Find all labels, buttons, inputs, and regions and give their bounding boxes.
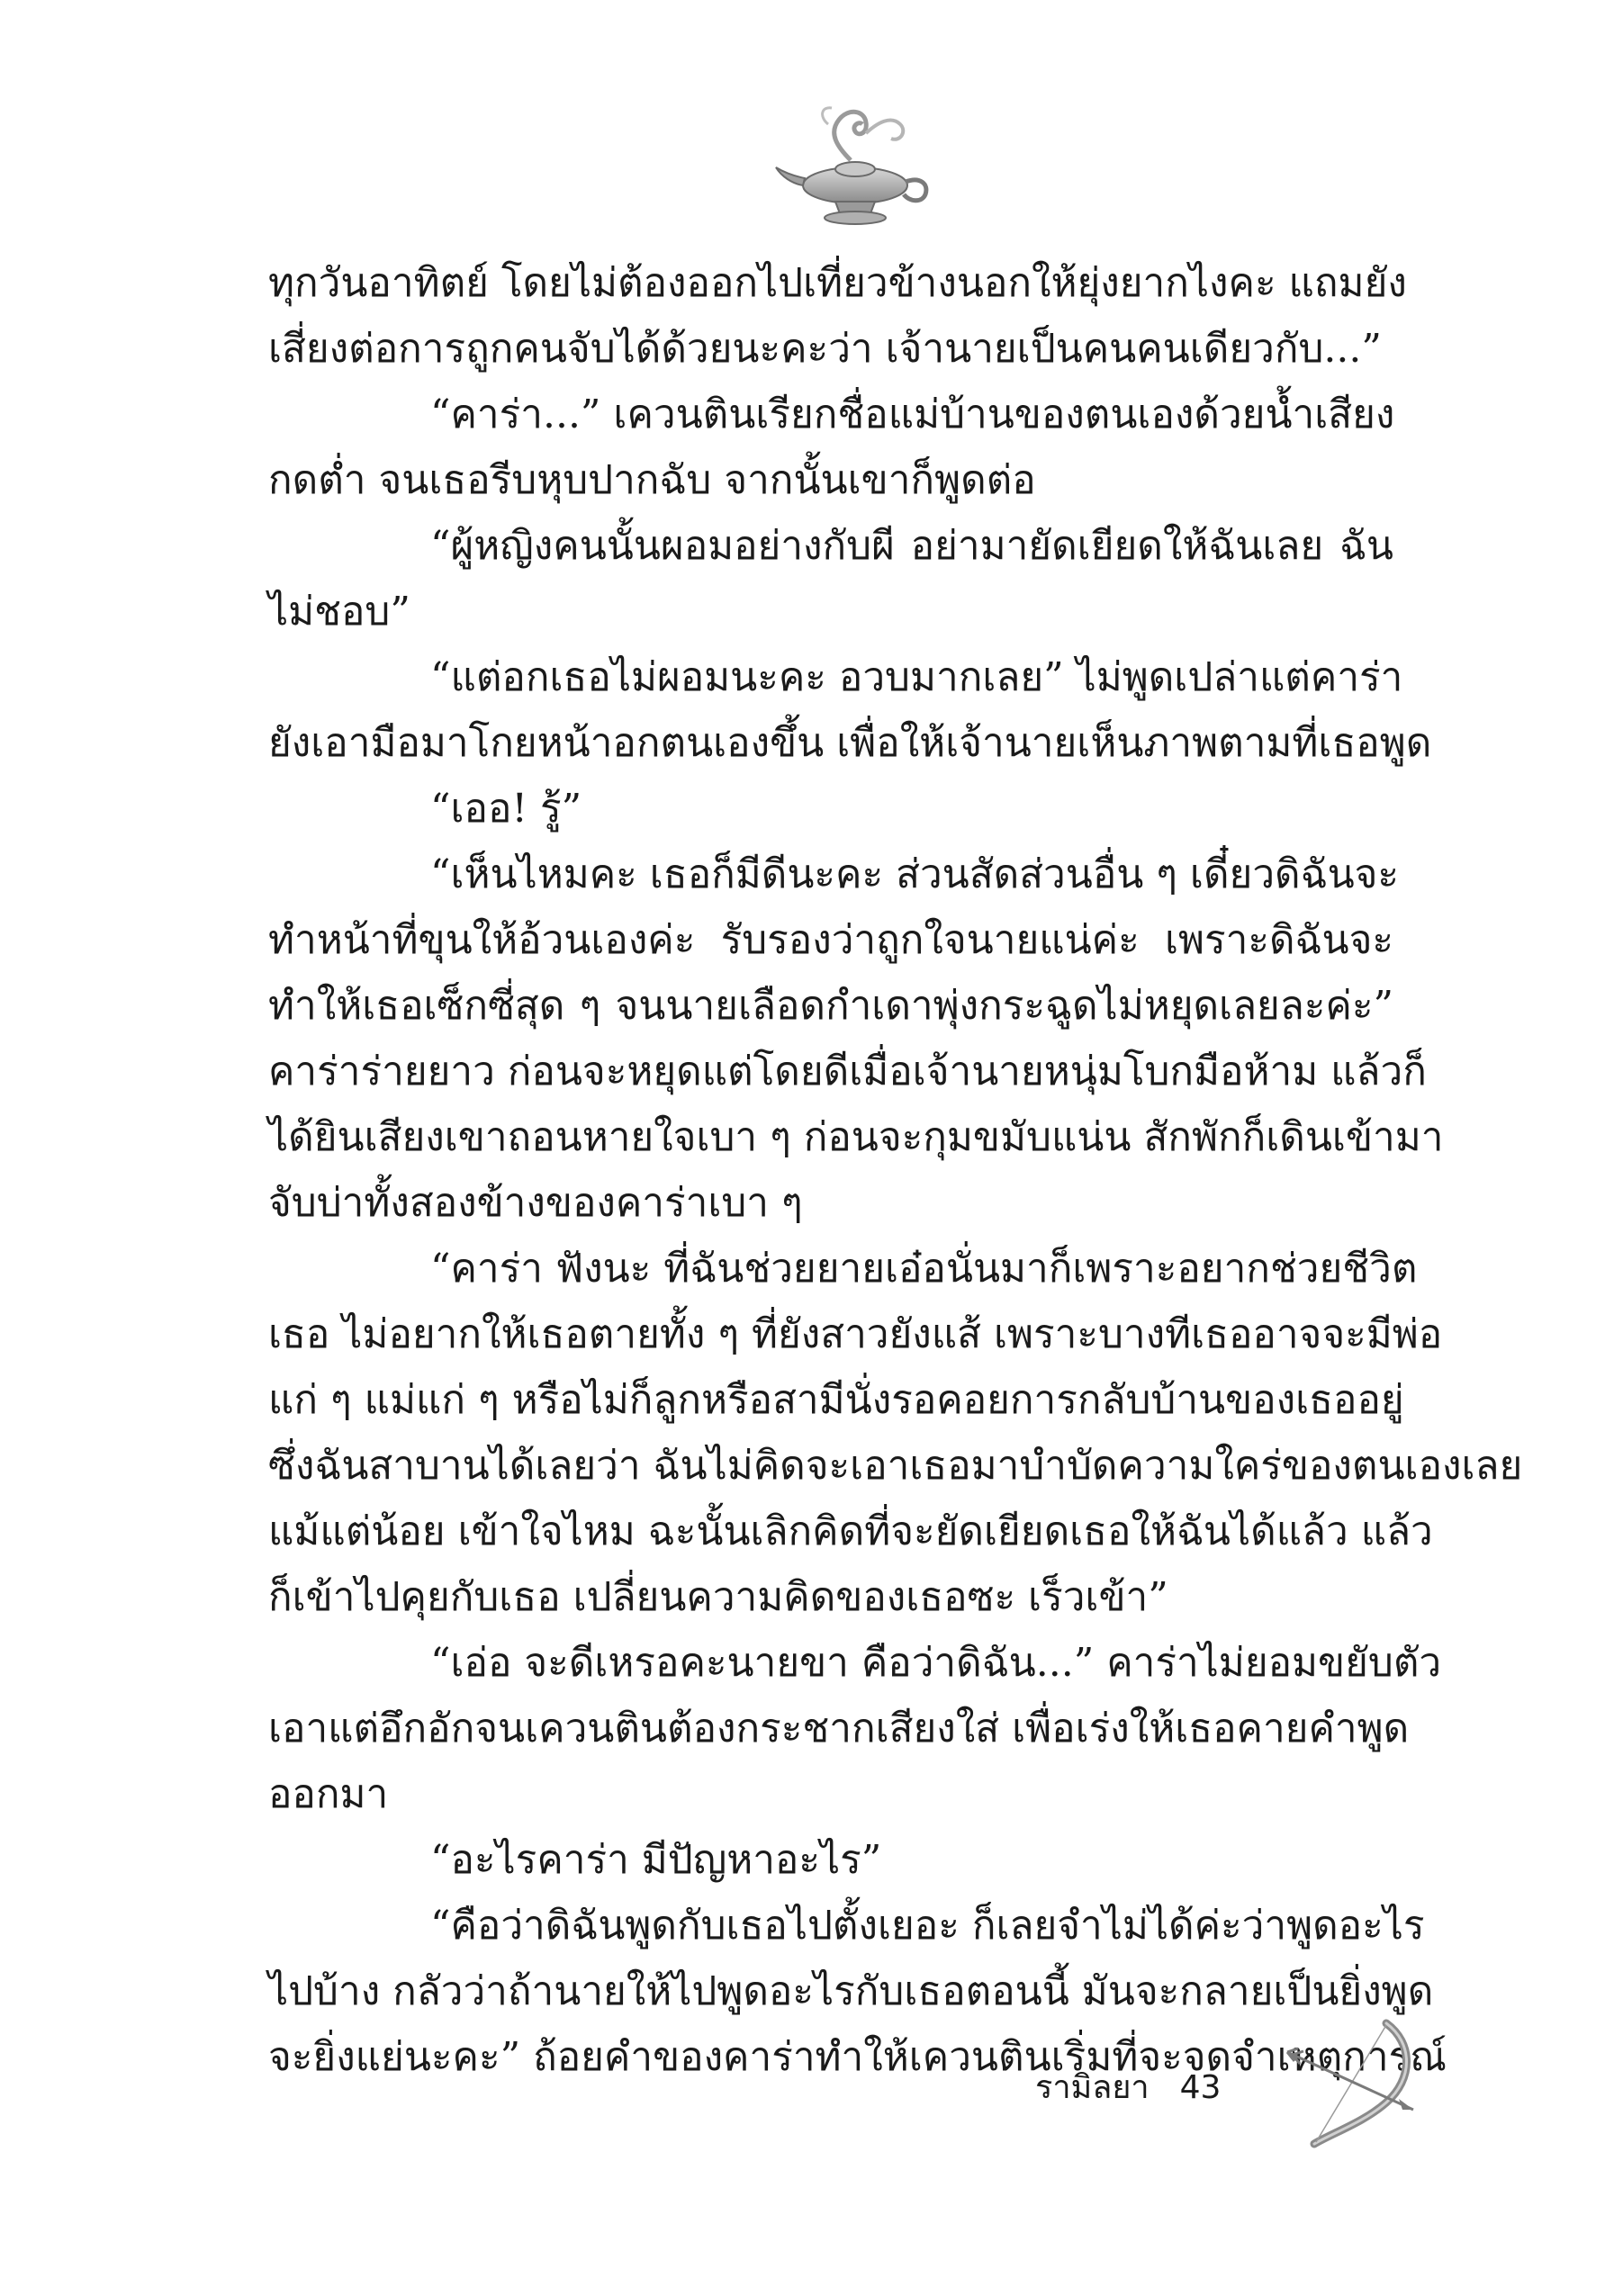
text-line: กดต่ำ จนเธอรีบหุบปากฉับ จากนั้นเขาก็พูดต่อ <box>268 457 1036 503</box>
page-number: 43 <box>1179 2069 1222 2106</box>
text-line: จะยิ่งแย่นะคะ” ถ้อยคำของคาร่าทำให้เควนตินเริ่มที่จะจดจำเหตุการณ์ <box>268 2034 1447 2080</box>
text-line: คาร่าร่ายยาว ก่อนจะหยุดแต่โดยดีเมื่อเจ้านายหนุ่มโบกมือห้าม แล้วก็ <box>268 1049 1427 1094</box>
text-line: ไปบ้าง กลัวว่าถ้านายให้ไปพูดอะไรกับเธอตอนนี้ มันจะกลายเป็นยิ่งพูด <box>268 1968 1434 2014</box>
text-line: เสี่ยงต่อการถูกคนจับได้ด้วยนะคะว่า เจ้านายเป็นคนคนเดียวกับ...” <box>268 326 1382 372</box>
text-line: ได้ยินเสียงเขาถอนหายใจเบา ๆ ก่อนจะกุมขมับแน่น สักพักก็เดินเข้ามา <box>268 1114 1444 1160</box>
text-line: เธอ ไม่อยากให้เธอตายทั้ง ๆ ที่ยังสาวยังแส้ เพราะบางทีเธออาจจะมีพ่อ <box>268 1311 1443 1357</box>
running-footer <box>1035 2061 1221 2112</box>
text-line: ก็เข้าไปคุยกับเธอ เปลี่ยนความคิดของเธอซะ เร็วเข้า” <box>268 1574 1168 1620</box>
text-line: ทำหน้าที่ขุนให้อ้วนเองค่ะ รับรองว่าถูกใจนายแน่ค่ะ เพราะดิฉันจะ <box>268 917 1393 963</box>
text-line: “เห็นไหมคะ เธอก็มีดีนะคะ ส่วนสัดส่วนอื่น ๆ เดี๋ยวดิฉันจะ <box>430 851 1400 897</box>
text-line: “คือว่าดิฉันพูดกับเธอไปตั้งเยอะ ก็เลยจำไม่ได้ค่ะว่าพูดอะไร <box>430 1903 1425 1949</box>
text-line: ทุกวันอาทิตย์ โดยไม่ต้องออกไปเที่ยวข้างนอกให้ยุ่งยากไงคะ แถมยัง <box>268 260 1407 306</box>
text-line: ทำให้เธอเซ็กซี่สุด ๆ จนนายเลือดกำเดาพุ่งกระฉูดไม่หยุดเลยละค่ะ” <box>268 983 1393 1029</box>
text-line: จับบ่าทั้งสองข้างของคาร่าเบา ๆ <box>268 1180 803 1226</box>
text-line: ไม่ชอบ” <box>268 589 410 635</box>
text-line: “ผู้หญิงคนนั้นผอมอย่างกับผี อย่ามายัดเยียดให้ฉันเลย ฉัน <box>430 523 1393 569</box>
text-line: “แต่อกเธอไม่ผอมนะคะ อวบมากเลย” ไม่พูดเปล่าแต่คาร่า <box>430 654 1403 700</box>
text-line: “คาร่า ฟังนะ ที่ฉันช่วยยายเอ๋อนั่นมาก็เพราะอยากช่วยชีวิต <box>430 1246 1418 1292</box>
text-line: แม้แต่น้อย เข้าใจไหม ฉะนั้นเลิกคิดที่จะยัดเยียดเธอให้ฉันได้แล้ว แล้ว <box>268 1508 1433 1554</box>
text-line: ออกมา <box>268 1771 389 1817</box>
text-line: เอาแต่อึกอักจนเควนตินต้องกระชากเสียงใส่ เพื่อเร่งให้เธอคายคำพูด <box>268 1706 1410 1751</box>
genie-lamp-icon <box>765 97 945 232</box>
text-line: “เออ! รู้” <box>430 786 582 832</box>
text-line: แก่ ๆ แม่แก่ ๆ หรือไม่ก็ลูกหรือสามีนั่งรอคอยการกลับบ้านของเธออยู่ <box>268 1377 1404 1423</box>
text-line: “อะไรคาร่า มีปัญหาอะไร” <box>430 1837 882 1883</box>
bow-and-arrow-icon <box>1278 2016 1422 2151</box>
book-title: รามิลยา <box>1035 2069 1150 2106</box>
text-line: ซึ่งฉันสาบานได้เลยว่า ฉันไม่คิดจะเอาเธอมาบำบัดความใคร่ของตนเองเลย <box>268 1443 1523 1489</box>
text-line: “เอ่อ จะดีเหรอคะนายขา คือว่าดิฉัน...” คาร่าไม่ยอมขยับตัว <box>430 1640 1442 1686</box>
text-line: “คาร่า...” เควนตินเรียกชื่อแม่บ้านของตนเองด้วยน้ำเสียง <box>430 392 1395 437</box>
page-body-text <box>268 250 1523 2090</box>
text-line: ยังเอามือมาโกยหน้าอกตนเองขึ้น เพื่อให้เจ้านายเห็นภาพตามที่เธอพูด <box>268 720 1432 766</box>
